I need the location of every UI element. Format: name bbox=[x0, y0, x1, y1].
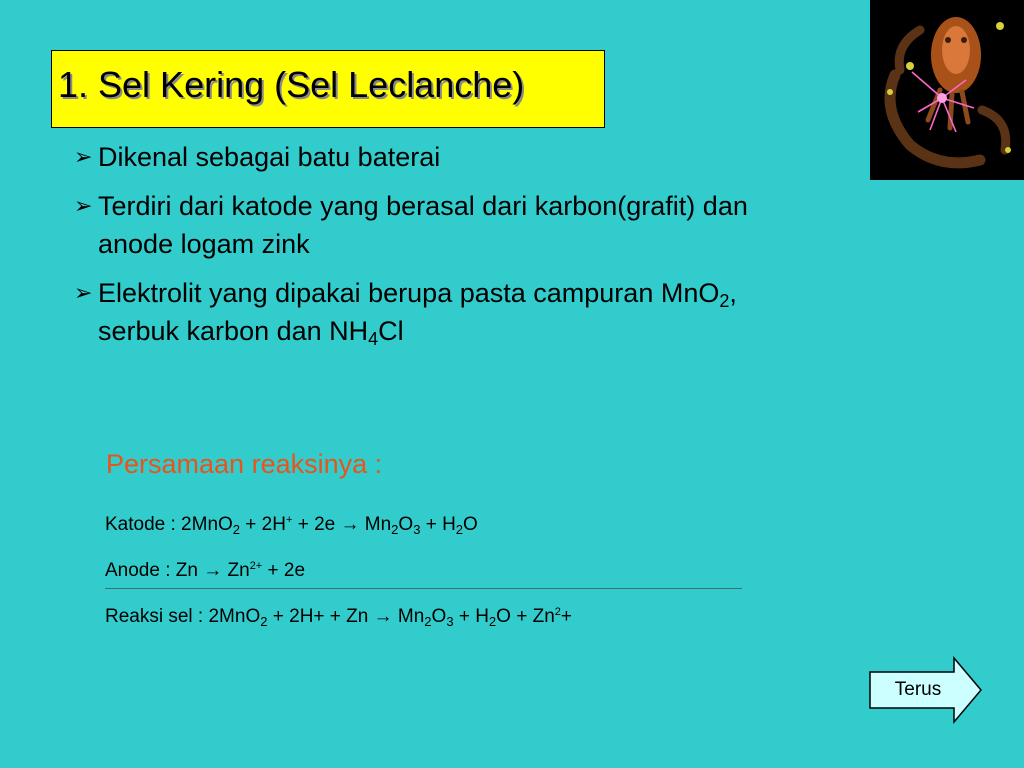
superscript: 2+ bbox=[249, 560, 263, 572]
subscript: 2 bbox=[455, 522, 464, 537]
eq-text: Anode : Zn → Zn bbox=[105, 560, 250, 581]
arrowhead-bullet-icon: ➢ bbox=[74, 144, 93, 169]
eq-text: + bbox=[560, 606, 572, 627]
subscript: 3 bbox=[446, 614, 454, 629]
slide-title: 1. Sel Kering (Sel Leclanche) bbox=[58, 64, 525, 105]
eq-text: + 2e bbox=[262, 560, 306, 581]
arrowhead-bullet-icon: ➢ bbox=[74, 193, 93, 218]
eq-text: O + Zn bbox=[496, 606, 555, 627]
next-button-label: Terus bbox=[894, 679, 942, 700]
eq-text: O bbox=[431, 606, 447, 627]
eq-text: + H bbox=[420, 514, 456, 535]
superscript: + bbox=[285, 514, 293, 526]
bullet-text: , bbox=[729, 278, 737, 308]
bullet-item bbox=[74, 138, 954, 176]
eq-text: + 2H+ + Zn → Mn bbox=[267, 606, 425, 627]
equation-divider bbox=[105, 588, 742, 589]
bullet-text: Elektrolit yang dipakai berupa pasta campuran MnO bbox=[98, 278, 720, 308]
subscript: 2 bbox=[232, 522, 241, 537]
reaction-heading: Persamaan reaksinya : bbox=[106, 449, 383, 479]
eq-text: + 2H bbox=[240, 514, 286, 535]
anode-equation bbox=[105, 558, 305, 584]
bullet-text: serbuk karbon dan NH bbox=[98, 316, 369, 346]
subscript: 2 bbox=[719, 291, 730, 311]
title-box bbox=[51, 50, 605, 128]
subscript: 2 bbox=[424, 614, 432, 629]
eq-text: + 2e → Mn bbox=[292, 514, 392, 535]
bullet-item bbox=[74, 274, 954, 350]
eq-text: Katode : 2MnO bbox=[105, 514, 233, 535]
subscript: 2 bbox=[391, 522, 399, 537]
superscript: 2 bbox=[554, 606, 561, 618]
bullet-text: Dikenal sebagai batu baterai bbox=[98, 142, 441, 172]
bullet-text: Terdiri dari katode yang berasal dari karbon(grafit) dan bbox=[98, 191, 748, 221]
subscript: 3 bbox=[413, 522, 421, 537]
subscript: 2 bbox=[260, 614, 268, 629]
bullet-text: anode logam zink bbox=[98, 229, 310, 259]
eq-text: Reaksi sel : 2MnO bbox=[105, 606, 261, 627]
subscript: 2 bbox=[488, 614, 497, 629]
eq-text: + H bbox=[453, 606, 489, 627]
eq-text: O bbox=[463, 514, 478, 535]
subscript: 4 bbox=[368, 329, 379, 349]
bullet-list bbox=[74, 138, 954, 361]
bullet-item bbox=[74, 187, 954, 263]
next-button[interactable] bbox=[868, 656, 984, 724]
bullet-text: Cl bbox=[378, 316, 404, 346]
arrowhead-bullet-icon: ➢ bbox=[74, 280, 93, 305]
cell-reaction-equation bbox=[105, 604, 572, 630]
cathode-equation bbox=[105, 512, 478, 538]
eq-text: O bbox=[398, 514, 414, 535]
